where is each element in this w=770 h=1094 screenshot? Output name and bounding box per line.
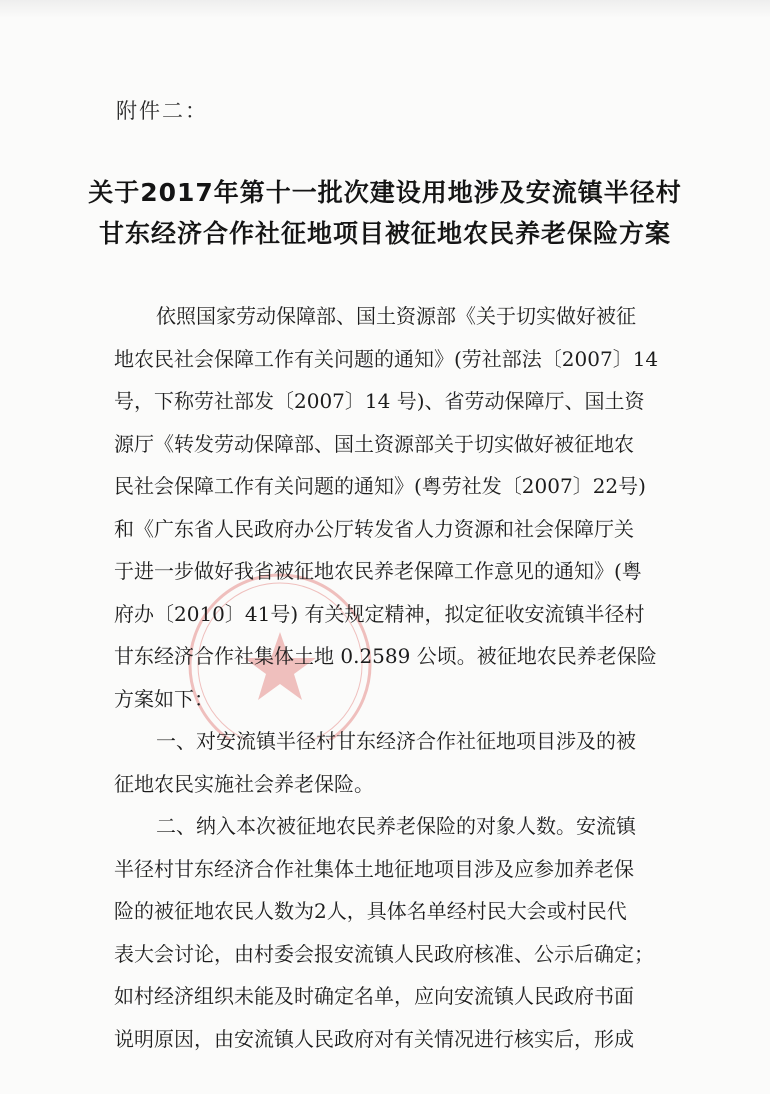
text-line: 说明原因，由安流镇人民政府对有关情况进行核实后，形成 (114, 1026, 634, 1051)
text-line: 号，下称劳社部发〔2007〕14 号)、省劳动保障厅、国土资 (114, 389, 645, 413)
paragraph-legal-basis (114, 295, 662, 720)
text-line: 表大会讨论，由村委会报安流镇人民政府核准、公示后确定； (114, 941, 654, 966)
text-line: 半径村甘东经济合作社集体土地征地项目涉及应参加养老保 (114, 856, 634, 881)
title-line-2: 甘东经济合作社征地项目被征地农民养老保险方案 (98, 219, 671, 248)
text-line: 征地农民实施社会养老保险。 (114, 771, 374, 796)
text-line: 如村经济组织未能及时确定名单，应向安流镇人民政府书面 (114, 984, 634, 1008)
text-line: 民社会保障工作有关问题的通知》(粤劳社发〔2007〕22号) (114, 474, 646, 498)
document-body (114, 295, 662, 1060)
scan-top-edge (0, 0, 770, 18)
paragraph-item-one (114, 720, 662, 805)
paragraph-item-two (114, 805, 662, 1060)
text-line: 府办〔2010〕41号) 有关规定精神，拟定征收安流镇半径村 (114, 601, 645, 626)
text-line: 一、对安流镇半径村甘东经济合作社征地项目涉及的被 (156, 729, 636, 753)
text-line: 地农民社会保障工作有关问题的通知》(劳社部法〔2007〕14 (114, 346, 659, 371)
text-line: 甘东经济合作社集体土地 0.2589 公顷。被征地农民养老保险 (114, 644, 657, 668)
text-line: 源厅《转发劳动保障部、国土资源部关于切实做好被征地农 (114, 431, 634, 456)
text-line: 和《广东省人民政府办公厅转发省人力资源和社会保障厅关 (114, 516, 634, 541)
text-line: 依照国家劳动保障部、国土资源部《关于切实做好被征 (156, 304, 636, 328)
title-line-1: 关于2017年第十一批次建设用地涉及安流镇半径村 (88, 178, 682, 207)
text-line: 二、纳入本次被征地农民养老保险的对象人数。安流镇 (156, 814, 636, 838)
attachment-label: 附件二： (116, 99, 208, 123)
text-line: 险的被征地农民人数为2人，具体名单经村民大会或村民代 (114, 899, 627, 923)
text-line: 于进一步做好我省被征地农民养老保障工作意见的通知》(粤 (114, 559, 642, 583)
text-line: 方案如下： (114, 686, 214, 711)
document-title (0, 172, 770, 254)
